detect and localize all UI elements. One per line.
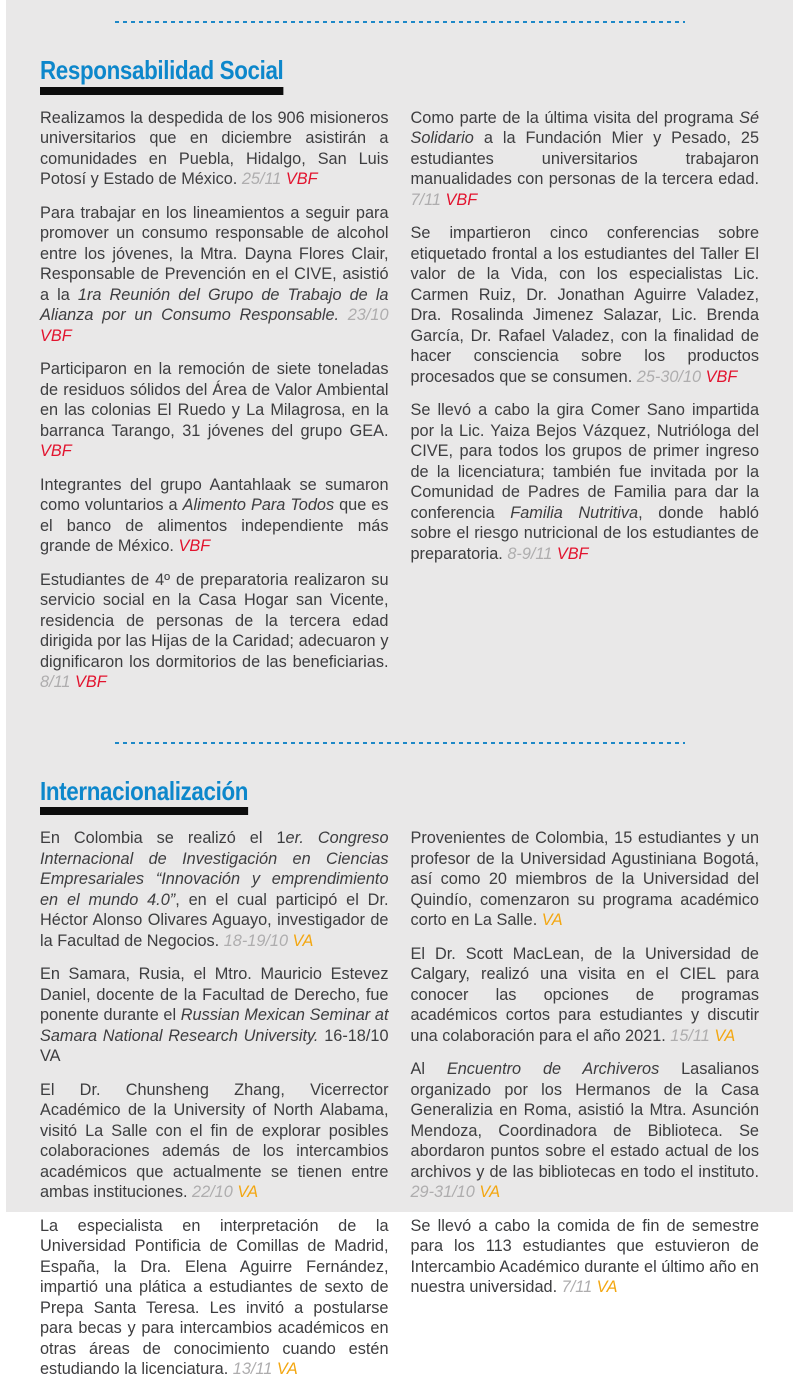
text-run: Russian Mexican Seminar at Samara National Research University. — [40, 1006, 389, 1045]
news-paragraph — [40, 570, 389, 693]
text-run: Integrantes del grupo Aantahlaak se sumaron como voluntarios a — [40, 475, 389, 515]
date-label: 25/11 — [241, 170, 286, 189]
title-underline-bar — [40, 807, 248, 815]
source-tag: VBF — [75, 673, 107, 692]
news-paragraph — [40, 828, 389, 951]
text-run: Para trabajar en los lineamientos a seguir para promover un consumo responsable de alcohol entre los jóvenes, la Mtra. Dayna Flores Clair, Responsable de Prevención en el CIVE, asistió a la — [40, 203, 389, 304]
date-label: 15/11 — [670, 1026, 715, 1045]
news-paragraph — [411, 1059, 760, 1203]
text-run: Realizamos la despedida de los 906 misioneros universitarios que en diciembre asistirán a comunidades en Puebla, Hidalgo, San Luis Potosí y Estado de México. — [40, 108, 389, 189]
text-run: 1ra Reunión del Grupo de Trabajo de la Alianza por un Consumo Responsable. — [40, 285, 389, 325]
source-tag: VA — [276, 1360, 298, 1379]
text-run: Provenientes de Colombia, 15 estudiantes y un profesor de la Universidad Agustiniana Bogotá, así como 20 miembros de la Universidad del Quindío, comenzaron su programa académico corto en La Salle. — [410, 829, 759, 930]
text-run: En Colombia se realizó el 1 — [40, 829, 286, 848]
text-run: que es el banco de alimentos independiente más grande de México. — [40, 496, 389, 556]
date-label: 29-31/10 — [410, 1183, 480, 1202]
news-paragraph — [411, 108, 760, 211]
news-column-left — [40, 828, 389, 1393]
news-columns — [40, 828, 759, 1393]
date-label: 7/11 — [561, 1278, 597, 1297]
source-tag: VBF — [178, 537, 211, 556]
text-run: , donde habló sobre el riesgo nutricional de los estudiantes de preparatoria. — [410, 503, 759, 563]
text-run: Estudiantes de 4º de preparatoria realizaron su servicio social en la Casa Hogar san Vicente, residencia de personas de la tercera edad dirigida por las Hijas de la Caridad; adecuaron y dignificaron los dormitorios de las beneficiarias. — [40, 570, 389, 671]
news-paragraph — [40, 964, 389, 1067]
section-heading — [40, 775, 249, 816]
source-tag: VBF — [705, 367, 738, 386]
source-tag: VA — [292, 931, 314, 950]
news-paragraph — [411, 944, 760, 1047]
text-run: Se impartieron cinco conferencias sobre etiquetado frontal a los estudiantes del Taller El valor de la Vida, con los especialistas Lic. Carmen Ruiz, Dr. Jonathan Aguirre Valadez, Dra. Rosalinda Jimenez Salazar, Lic. Brenda García, Dr. Rafael Valadez, con la finalidad de hacer consciencia sobre los productos procesados que se consumen. — [410, 224, 759, 386]
source-tag: VA — [541, 911, 563, 930]
text-run: Encuentro de Archiveros — [446, 1060, 660, 1079]
text-run: Se llevó a cabo la comida de fin de semestre para los 113 estudiantes que estuvieron de Intercambio Académico durante el último año en nuestra universidad. — [410, 1216, 759, 1297]
text-run: , en el cual participó el Dr. Héctor Alonso Olivares Aguayo, investigador de la Facultad de Negocios. — [40, 890, 389, 950]
news-column-left — [40, 108, 389, 706]
text-run: 16-18/10 VA — [40, 1026, 389, 1066]
section-heading-row — [40, 775, 793, 816]
news-paragraph — [40, 108, 389, 190]
date-label: 7/11 — [410, 190, 446, 209]
text-run: Participaron en la remoción de siete toneladas de residuos sólidos del Área de Valor Ambiental en las colonias El Ruedo y La Milagrosa, en la barranca Tarango, 31 jóvenes del grupo GEA. — [40, 360, 389, 440]
source-tag: VBF — [40, 442, 72, 461]
text-run: En Samara, Rusia, el Mtro. Mauricio Estevez Daniel, docente de la Facultad de Derecho, fue ponente durante el — [40, 965, 389, 1025]
text-run: Se llevó a cabo la gira Comer Sano impartida por la Lic. Yaiza Bejos Vázquez, Nutrióloga del CIVE, para todos los grupos de primer ingreso de la licenciatura; también fue invitada por la Comunidad de Padres de Familia para dar la conferencia — [410, 401, 759, 522]
news-paragraph — [40, 359, 389, 462]
text-run: El Dr. Scott MacLean, de la Universidad de Calgary, realizó una visita en el CIEL para conocer las opciones de programas académicos cortos para estudiantes y discutir una colaboración para el año 2021. — [410, 944, 759, 1045]
date-label: 23/10 — [347, 306, 389, 325]
text-run: Sé Solidario — [410, 108, 759, 148]
news-paragraph — [40, 203, 389, 347]
section-title: Responsabilidad Social — [40, 55, 284, 85]
title-underline-bar — [40, 87, 283, 95]
text-run: Lasalianos organizado por los Hermanos de la Casa Generalizia en Roma, asistió la Mtra. Asunción Mendoza, Coordinadora de Biblioteca. Se abordaron puntos sobre el estado actual de los archivos y de las bibliotecas en todo el instituto. — [410, 1060, 759, 1181]
news-column-right — [411, 108, 760, 706]
date-label: 22/10 — [192, 1183, 238, 1202]
news-paragraph — [411, 1216, 760, 1298]
mid-dashed-divider — [115, 742, 685, 744]
text-run: a la Fundación Mier y Pesado, 25 estudiantes universitarios trabajaron manualidades con personas de la tercera edad. — [410, 129, 759, 189]
date-label: 25-30/10 — [636, 367, 706, 386]
section-internacionalizacion — [6, 775, 793, 1393]
news-paragraph — [40, 475, 389, 557]
source-tag: VA — [237, 1183, 259, 1202]
news-column-right — [411, 828, 760, 1393]
news-paragraph — [411, 828, 760, 931]
source-tag: VA — [479, 1183, 501, 1202]
news-paragraph — [411, 223, 760, 387]
section-heading-row — [40, 57, 793, 95]
source-tag: VBF — [285, 170, 318, 189]
text-run: La especialista en interpretación de la Universidad Pontificia de Comillas de Madrid, España, la Dra. Elena Aguirre Fernández, impartió una plática a estudiantes de sexto de Prepa Santa Teresa. Les invitó a postularse para becas y para intercambios académicos en otras áreas de conocimiento cuando estén estudiando la licenciatura. — [40, 1216, 389, 1379]
source-tag: VA — [714, 1026, 736, 1045]
source-tag: VA — [596, 1278, 618, 1297]
date-label: 13/11 — [232, 1360, 277, 1379]
top-dashed-divider — [115, 21, 685, 23]
page — [6, 0, 793, 1379]
news-columns — [40, 108, 759, 706]
source-tag: VBF — [556, 544, 589, 563]
text-run: Alimento Para Todos — [182, 496, 335, 515]
text-run: Al — [410, 1060, 447, 1079]
source-tag: VBF — [445, 190, 478, 209]
text-run: Como parte de la última visita del programa — [410, 108, 740, 127]
section-heading — [40, 57, 283, 95]
news-paragraph — [40, 1080, 389, 1203]
date-label: 8/11 — [40, 673, 76, 692]
text-run: er. Congreso Internacional de Investigación en Ciencias Empresariales “Innovación y emprendimiento en el mundo 4.0” — [40, 829, 389, 909]
source-tag: VBF — [40, 326, 72, 345]
news-paragraph — [411, 400, 760, 564]
news-paragraph — [40, 1216, 389, 1380]
date-label: 8-9/11 — [507, 544, 557, 563]
date-label: 18-19/10 — [223, 931, 293, 950]
section-responsabilidad-social — [6, 57, 793, 706]
section-title: Internacionalización — [40, 775, 249, 806]
text-run: Familia Nutritiva — [510, 503, 639, 522]
text-run: El Dr. Chunsheng Zhang, Vicerrector Académico de la University of North Alabama, visitó La Salle con el fin de explorar posibles colaboraciones además de los intercambios académicos que actualmente se tienen entre ambas instituciones. — [40, 1080, 389, 1202]
